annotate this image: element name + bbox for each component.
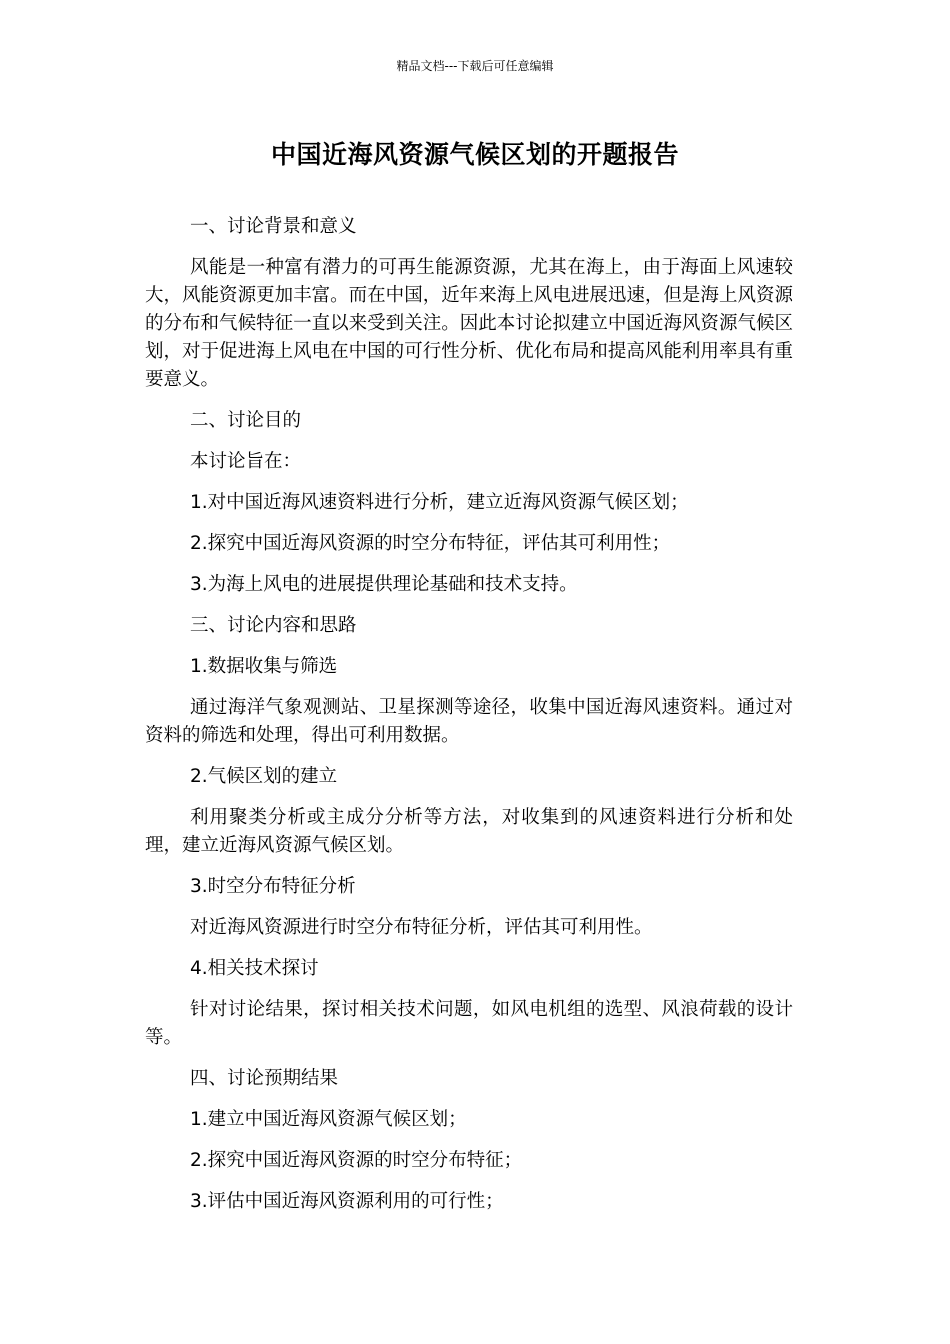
section-heading-expected-results: 四、讨论预期结果: [190, 1068, 339, 1089]
subheading-data-collection: 1.数据收集与筛选: [190, 656, 338, 677]
list-item-result-1: 1.建立中国近海风资源气候区划；: [190, 1109, 467, 1130]
paragraph-distribution-analysis: 对近海风资源进行时空分布特征分析，评估其可利用性。: [190, 917, 653, 938]
list-item-result-3: 3.评估中国近海风资源利用的可行性；: [190, 1191, 504, 1212]
section-heading-content: 三、讨论内容和思路: [190, 615, 357, 636]
list-item-result-2: 2.探究中国近海风资源的时空分布特征；: [190, 1150, 523, 1171]
paragraph-background: 风能是一种富有潜力的可再生能源资源，尤其在海上，由于海面上风速较大，风能资源更加丰富。而在中国，近年来海上风电进展迅速，但是海上风资源的分布和气候特征一直以来受到关注。因此本讨论拟建立中国近海风资源气候区划，对于促进海上风电在中国的可行性分析、优化布局和提高风能利用率具有重要意义。: [145, 257, 793, 390]
subheading-distribution-analysis: 3.时空分布特征分析: [190, 876, 356, 897]
paragraph-data-collection: 通过海洋气象观测站、卫星探测等途径，收集中国近海风速资料。通过对资料的筛选和处理，得出可利用数据。: [145, 697, 793, 746]
subheading-climate-zoning: 2.气候区划的建立: [190, 766, 338, 787]
subheading-technology: 4.相关技术探讨: [190, 958, 319, 979]
paragraph-climate-zoning: 利用聚类分析或主成分分析等方法，对收集到的风速资料进行分析和处理，建立近海风资源气候区划。: [145, 807, 793, 856]
paragraph-technology: 针对讨论结果，探讨相关技术问题，如风电机组的选型、风浪荷载的设计等。: [145, 999, 793, 1048]
paragraph-purpose-intro: 本讨论旨在：: [190, 451, 302, 472]
list-item-purpose-3: 3.为海上风电的进展提供理论基础和技术支持。: [190, 574, 578, 595]
document-title: 中国近海风资源气候区划的开题报告: [270, 140, 679, 169]
document-body: [145, 213, 793, 1229]
page-header: 精品文档---下载后可任意编辑: [396, 59, 554, 73]
list-item-purpose-1: 1.对中国近海风速资料进行分析，建立近海风资源气候区划；: [190, 492, 689, 513]
section-heading-purpose: 二、讨论目的: [190, 410, 302, 431]
section-heading-background: 一、讨论背景和意义: [190, 216, 357, 237]
list-item-purpose-2: 2.探究中国近海风资源的时空分布特征，评估其可利用性；: [190, 533, 671, 554]
